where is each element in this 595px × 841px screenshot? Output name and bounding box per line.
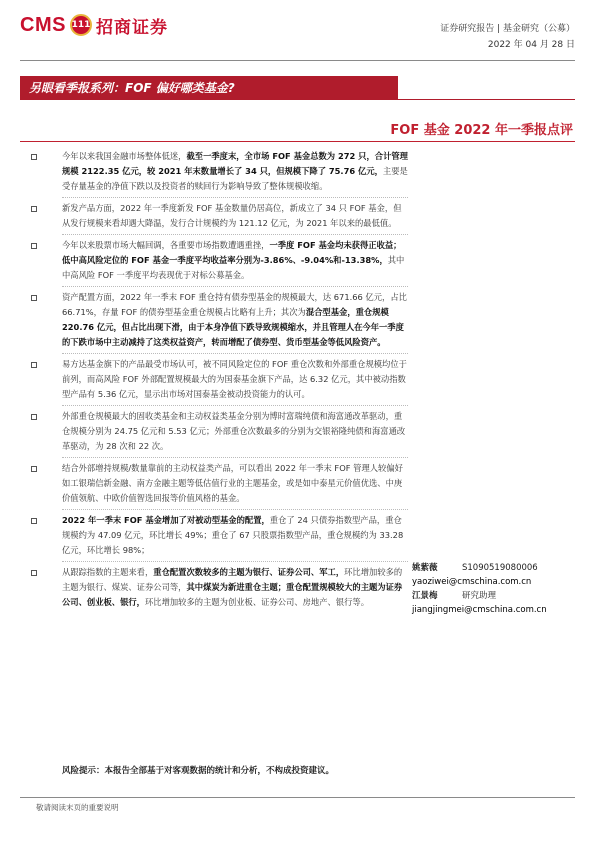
author-1 <box>412 561 547 575</box>
key-point-item <box>30 565 408 610</box>
square-bullet-icon <box>31 414 37 420</box>
series-banner: 另眼看季报系列：FOF 偏好哪类基金? <box>20 76 398 100</box>
author-name: 姚紫薇 <box>412 563 438 573</box>
author-cert-id: S1090519080006 <box>462 563 538 573</box>
header-divider <box>20 60 575 61</box>
bullet-separator <box>62 509 408 510</box>
bullet-separator <box>62 405 408 406</box>
key-point-item <box>30 357 408 402</box>
key-point-text: 主要是受存量基金的净值下跌以及投资者的赎回行为影响导致了整体规模收缩。 <box>62 166 408 191</box>
key-point-item <box>30 201 408 231</box>
square-bullet-icon <box>31 466 37 472</box>
square-bullet-icon <box>31 295 37 301</box>
key-point-item <box>30 290 408 350</box>
square-bullet-icon <box>31 243 37 249</box>
square-bullet-icon <box>31 206 37 212</box>
square-bullet-icon <box>31 362 37 368</box>
key-point-text: 环比增加较多的主题为银行、煤炭、证券公司等， <box>62 567 403 592</box>
key-point-text: 重仓了 24 只债券指数型产品，重仓规模约为 47.09 亿元，环比增长 49%；重仓了 67 只股票指数型产品，重仓规模约为 33.28 亿元，环比增长 98%； <box>62 515 404 555</box>
logo-chinese-name: 招商证券 <box>95 17 168 38</box>
key-point-item <box>30 238 408 283</box>
key-point-item <box>30 409 408 454</box>
key-point-text: 外部重仓规模最大的固收类基金和主动权益类基金分别为博时富瑞纯债和海富通改革驱动，重仓规模分别为 24.75 亿元和 5.53 亿元；外部重仓次数最多的分别为交银裕隆纯债和海富通改革驱动，为 28 次和 22 次。 <box>62 411 406 451</box>
key-point-emphasis: 混合型基金，重仓规模 220.76 亿元，但占比出现下滑，由于本身净值下跌导致规模缩水，并且管理人在今年一季度的下跌市场中主动减持了这类权益资产，转而增配了债券型、货币型基金等低风险资产。 <box>62 307 404 347</box>
square-bullet-icon <box>31 518 37 524</box>
key-point-emphasis: 重仓配置次数较多的主题为银行、证券公司、军工， <box>153 567 345 577</box>
key-point-item <box>30 461 408 506</box>
key-points-list <box>30 149 408 610</box>
report-date: 2022 年 04 月 28 日 <box>487 40 575 50</box>
key-point-text: 今年以来我国金融市场整体低迷， <box>62 151 187 161</box>
logo-text: CMS <box>20 13 66 36</box>
author-role: 研究助理 <box>462 591 497 601</box>
company-logo <box>20 10 168 40</box>
key-point-emphasis: 2022 年一季末 FOF 基金增加了对被动型基金的配置， <box>62 515 270 525</box>
author-name: 江景梅 <box>412 591 438 601</box>
bullet-separator <box>62 561 408 562</box>
bullet-separator <box>62 457 408 458</box>
footer-note: 敬请阅读末页的重要说明 <box>36 803 119 812</box>
report-title: FOF 基金 2022 年一季报点评 <box>390 123 573 138</box>
key-point-text: 其中中高风险 FOF 一季度平均表现优于对标公募基金。 <box>62 255 405 280</box>
bullet-separator <box>62 197 408 198</box>
key-point-text: 结合外部增持规模/数量靠前的主动权益类产品，可以看出 2022 年一季末 FOF 管理人较偏好如工银瑞信新金融、南方金融主题等低估值行业的主题基金，或是如中泰星元价值优选、中庚价值领航、中欧价值智选回报等价值风格的基金。 <box>62 463 403 503</box>
author-2 <box>412 589 547 603</box>
key-point-text: 从跟踪指数的主题来看， <box>62 567 154 577</box>
key-point-emphasis: 截至一季度末，全市场 FOF 基金总数为 272 只，合计管理规模 2122.35 亿元，较 2021 年末数量增长了 34 只，但规模下降了 75.76 亿元， <box>62 151 408 176</box>
bullet-separator <box>62 286 408 287</box>
key-point-item <box>30 513 408 558</box>
key-point-item <box>30 149 408 194</box>
key-point-text: 新发产品方面，2022 年一季度新发 FOF 基金数量仍居高位，新成立了 34 只 FOF 基金，但从发行规模来看却遇大降温，发行合计规模约为 121.12 亿元，为 2021 年以来的最低值。 <box>62 203 402 228</box>
logo-badge-icon: 111 <box>70 14 92 36</box>
key-point-text: 资产配置方面，2022 年一季末 FOF 重仓持有债券型基金的规模最大，达 671.66 亿元，占比 66.71%，存量 FOF 的债券型基金重仓规模占比略有上升；其次为 <box>62 292 407 317</box>
footer-divider <box>20 797 575 798</box>
author-email[interactable]: yaoziwei@cmschina.com.cn <box>412 577 532 587</box>
square-bullet-icon <box>31 570 37 576</box>
author-email[interactable]: jiangjingmei@cmschina.com.cn <box>412 605 547 615</box>
title-divider <box>20 141 575 142</box>
report-type: 证券研究报告 | 基金研究（公募） <box>440 24 575 34</box>
key-point-text: 易方达基金旗下的产品最受市场认可，被不同风险定位的 FOF 重仓次数和外部重仓规模均位于前列，而高风险 FOF 外部配置规模最大的为国泰基金旗下产品，达 6.32 亿元，其中被动指数型产品有 5.36 亿元，显示出市场对国泰基金被动投资能力的认可。 <box>62 359 407 399</box>
author-block <box>412 561 547 617</box>
key-point-emphasis: 一季度 FOF 基金均未获得正收益；低中高风险定位的 FOF 基金一季度平均收益率分别为-3.86%、-9.04%和-13.38%， <box>62 240 402 265</box>
banner-divider <box>398 99 575 100</box>
key-point-text: 环比增加较多的主题为创业板、证券公司、房地产、银行等。 <box>144 597 370 607</box>
key-point-emphasis: 其中煤炭为新进重仓主题；重仓配置规模较大的主题为证券公司、创业板、银行， <box>62 582 403 607</box>
key-point-text: 今年以来股票市场大幅回调，各重要市场指数遭遇重挫， <box>62 240 270 250</box>
risk-warning: 风险提示：本报告全部基于对客观数据的统计和分析，不构成投资建议。 <box>62 766 335 776</box>
bullet-separator <box>62 353 408 354</box>
bullet-separator <box>62 234 408 235</box>
square-bullet-icon <box>31 154 37 160</box>
